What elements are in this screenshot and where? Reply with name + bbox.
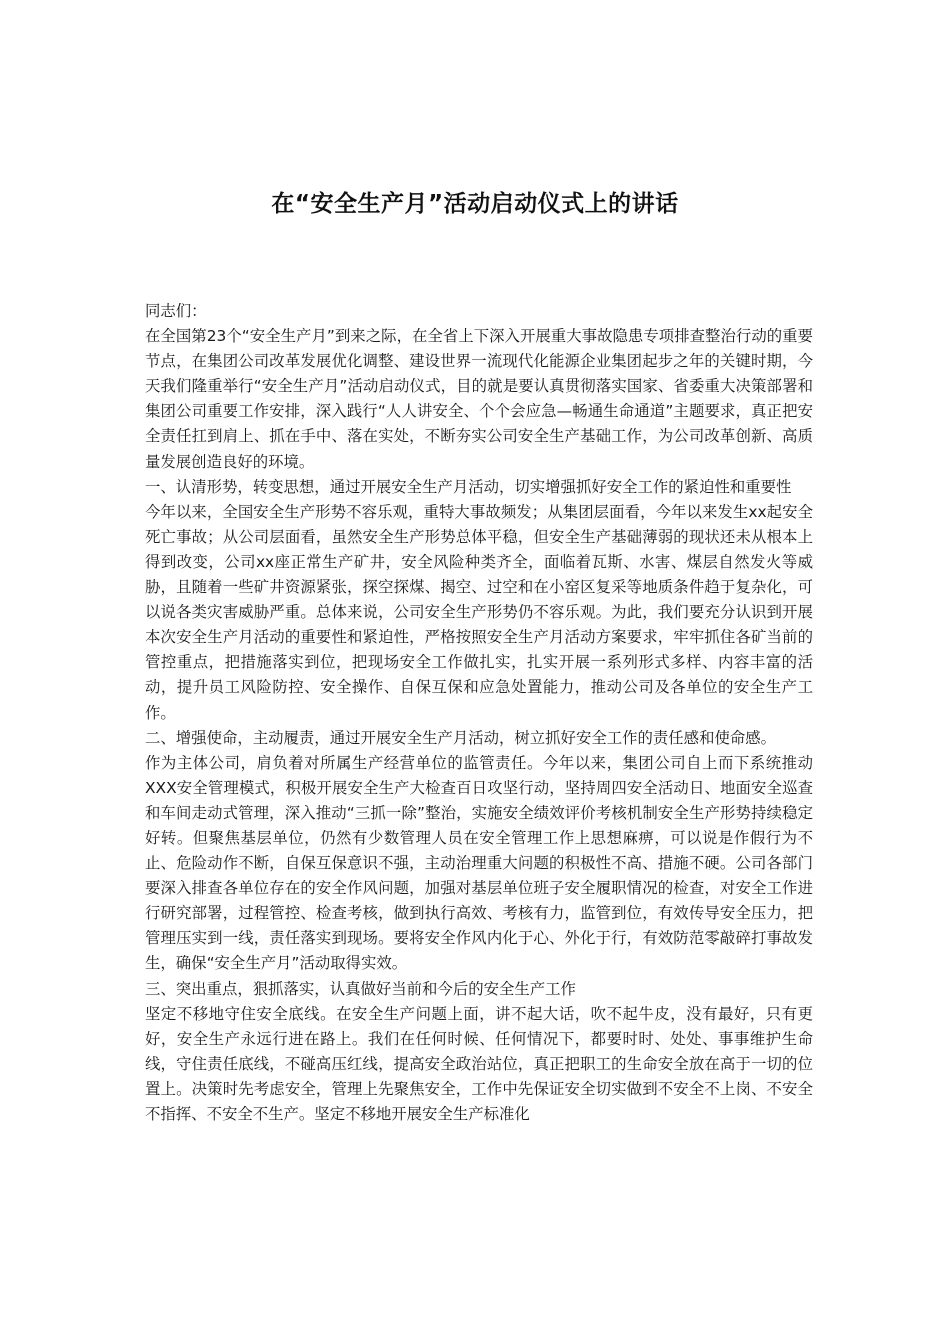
paragraph-section-1: 今年以来，全国安全生产形势不容乐观，重特大事故频发；从集团层面看，今年以来发生xx起安全死亡事故；从公司层面看，虽然安全生产形势总体平稳，但安全生产基础薄弱的现状还未从根本上得到改变，公司xx座正常生产矿井，安全风险种类齐全，面临着瓦斯、水害、煤层自然发火等威胁，且随着一些矿井资源紧张，探空探煤、揭空、过空和在小窑区复采等地质条件趋于复杂化，可以说各类灾害威胁严重。总体来说，公司安全生产形势仍不容乐观。为此，我们要充分认识到开展本次安全生产月活动的重要性和紧迫性，严格按照安全生产月活动方案要求，牢牢抓住各矿当前的管控重点，把措施落实到位，把现场安全工作做扎实，扎实开展一系列形式多样、内容丰富的活动，提升员工风险防控、安全操作、自保互保和应急处置能力，推动公司及各单位的安全生产工作。 [145,502,813,722]
section-heading-3: 三、突出重点，狠抓落实，认真做好当前和今后的安全生产工作 [145,979,576,998]
paragraph-section-3: 坚定不移地守住安全底线。在安全生产问题上面，讲不起大话，吹不起牛皮，没有最好，只有更好，安全生产永远行进在路上。我们在任何时候、任何情况下，都要时时、处处、事事维护生命线，守住责任底线，不碰高压红线，提高安全政治站位，真正把职工的生命安全放在高于一切的位置上。决策时先考虑安全，管理上先聚焦安全，工作中先保证安全切实做到不安全不上岗、不安全不指挥、不安全不生产。坚定不移地开展安全生产标准化 [145,1004,813,1123]
paragraph-section-2: 作为主体公司，肩负着对所属生产经营单位的监管责任。今年以来，集团公司自上而下系统推动XXX安全管理模式，积极开展安全生产大检查百日攻坚行动，坚持周四安全活动日、地面安全巡查和车间走动式管理，深入推动“三抓一除”整治，实施安全绩效评价考核机制安全生产形势持续稳定好转。但聚焦基层单位，仍然有少数管理人员在安全管理工作上思想麻痹，可以说是作假行为不止、危险动作不断，自保互保意识不强，主动治理重大问题的积极性不高、措施不硬。公司各部门要深入排查各单位存在的安全作风问题，加强对基层单位班子安全履职情况的检查，对安全工作进行研究部署，过程管控、检查考核，做到执行高效、考核有力，监管到位，有效传导安全压力，把管理压实到一线，责任落实到现场。要将安全作风内化于心、外化于行，有效防范零敲碎打事故发生，确保“安全生产月”活动取得实效。 [145,753,813,973]
document-body [145,299,813,1127]
document-title: 在“安全生产月”活动启动仪式上的讲话 [271,191,679,217]
section-heading-2: 二、增强使命，主动履责，通过开展安全生产月活动，树立抓好安全工作的责任感和使命感。 [145,728,777,747]
section-heading-1: 一、认清形势，转变思想，通过开展安全生产月活动，切实增强抓好安全工作的紧迫性和重要性 [145,477,792,496]
paragraph-intro: 在全国第23个“安全生产月”到来之际，在全省上下深入开展重大事故隐患专项排查整治行动的重要节点，在集团公司改革发展优化调整、建设世界一流现代化能源企业集团起步之年的关键时期，今天我们隆重举行“安全生产月”活动启动仪式，目的就是要认真贯彻落实国家、省委重大决策部署和集团公司重要工作安排，深入践行“人人讲安全、个个会应急—畅通生命通道”主题要求，真正把安全责任扛到肩上、抓在手中、落在实处，不断夯实公司安全生产基础工作，为公司改革创新、高质量发展创造良好的环境。 [145,327,813,471]
salutation: 同志们： [145,302,207,320]
